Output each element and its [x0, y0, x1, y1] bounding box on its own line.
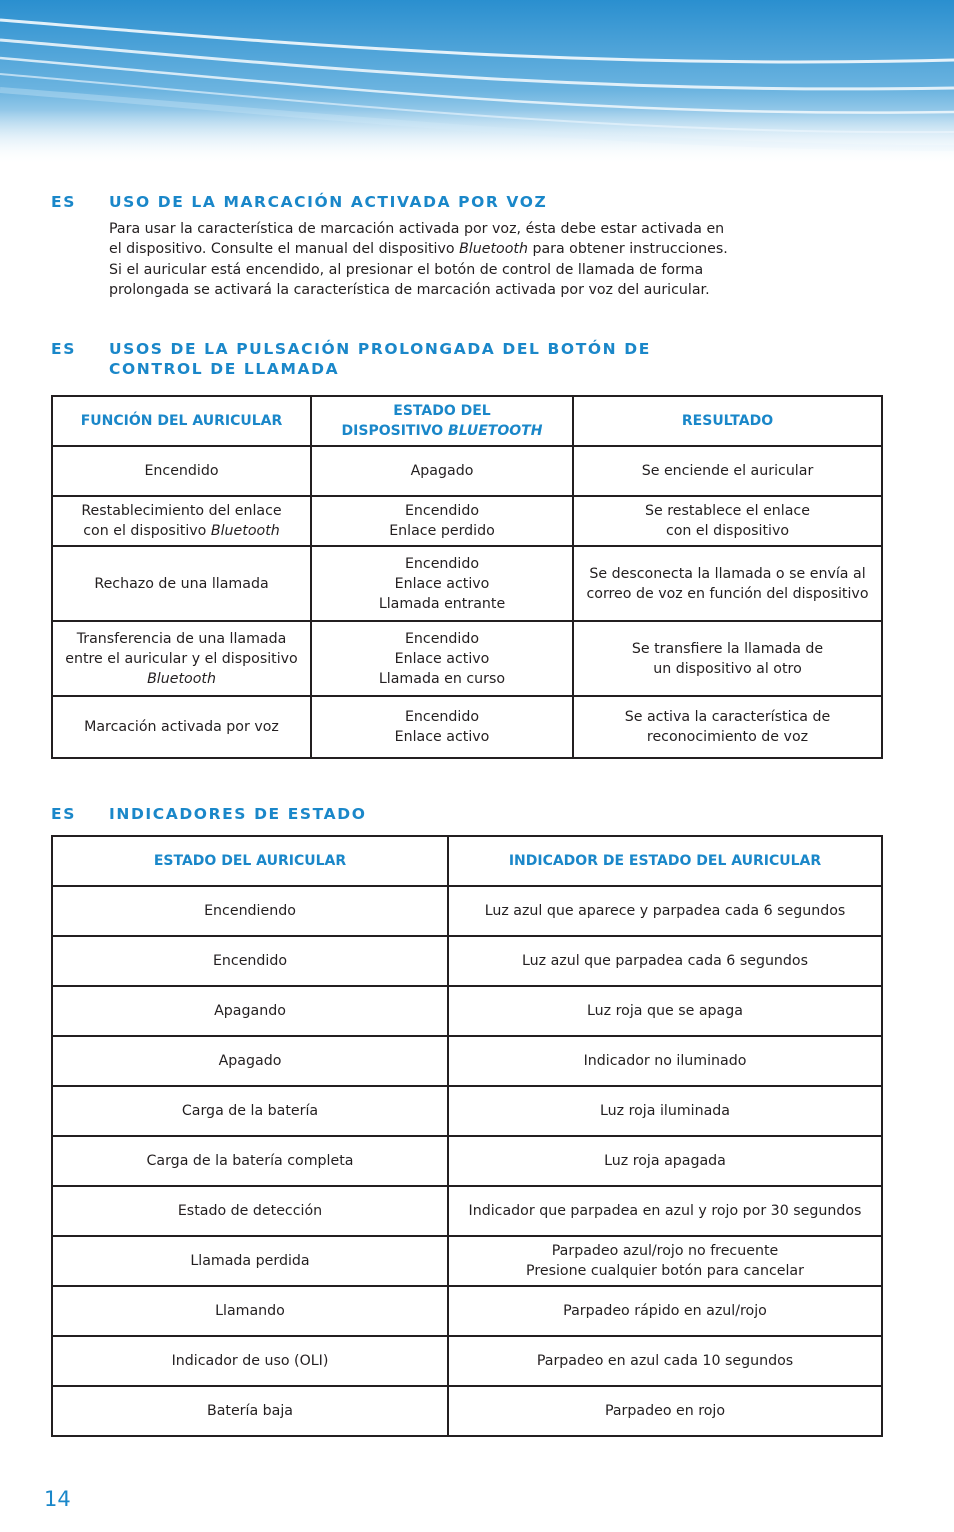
section-long-press-heading — [51, 339, 869, 379]
status-indicator-cell — [448, 1136, 882, 1186]
table-row — [52, 1186, 882, 1236]
column-header: RESULTADO — [573, 396, 882, 446]
text-run: para obtener instrucciones. — [527, 241, 728, 258]
cell-line: Llamada entrante — [378, 595, 506, 612]
status-state-cell: Encendido — [52, 936, 448, 986]
cell-line: Enlace activo — [394, 575, 490, 592]
table-row — [52, 546, 882, 621]
table-cell — [52, 621, 311, 696]
header-banner — [0, 0, 954, 165]
paragraph-line: Para usar la característica de marcación activada por voz, ésta debe estar activada en — [109, 221, 725, 237]
section-title — [109, 339, 869, 379]
section-title-line: USOS DE LA PULSACIÓN PROLONGADA DEL BOTÓN DE — [109, 340, 651, 358]
section-status-indicators-heading — [51, 804, 869, 824]
cell-line: Se restablece el enlace — [645, 503, 810, 519]
cell-line: Indicador no iluminado — [583, 1053, 747, 1069]
status-indicator-cell — [448, 886, 882, 936]
text-run-italic: Bluetooth — [459, 241, 528, 258]
cell-line: Parpadeo rápido en azul/rojo — [563, 1303, 767, 1319]
cell-line: Se transfiere la llamada de — [631, 640, 824, 657]
section-voice-dialing-heading — [51, 192, 869, 212]
table-cell — [573, 621, 882, 696]
table-cell — [573, 696, 882, 758]
cell-line: Enlace activo — [394, 650, 490, 667]
text-run: el dispositivo. Consulte el manual del dispositivo — [109, 241, 460, 258]
cell-line: Llamada en curso — [378, 670, 506, 687]
cell-line: Luz azul que aparece y parpadea cada 6 segundos — [484, 903, 846, 919]
status-state-cell: Indicador de uso (OLI) — [52, 1336, 448, 1386]
table-row — [52, 1386, 882, 1436]
status-state-cell: Carga de la batería — [52, 1086, 448, 1136]
table-row — [52, 621, 882, 696]
cell-line: Transferencia de una llamada — [76, 630, 287, 647]
status-state-cell: Llamada perdida — [52, 1236, 448, 1286]
status-indicator-cell — [448, 1036, 882, 1086]
status-state-cell: Estado de detección — [52, 1186, 448, 1236]
cell-line: Luz roja iluminada — [600, 1103, 730, 1119]
text-run: DISPOSITIVO — [341, 423, 449, 439]
table-cell — [311, 621, 573, 696]
table-header-row — [52, 836, 882, 886]
status-state-cell: Apagado — [52, 1036, 448, 1086]
cell-line: Luz azul que parpadea cada 6 segundos — [521, 953, 809, 969]
language-code: ES — [51, 193, 76, 211]
paragraph-line: Si el auricular está encendido, al presionar el botón de control de llamada de forma — [109, 261, 704, 278]
cell-line: reconocimiento de voz — [646, 729, 809, 745]
page-number: 14 — [44, 1487, 71, 1511]
cell-line: un dispositivo al otro — [653, 660, 802, 677]
cell-line: Parpadeo en azul cada 10 segundos — [536, 1353, 794, 1369]
section-title: USO DE LA MARCACIÓN ACTIVADA POR VOZ — [109, 193, 548, 211]
table-row — [52, 1236, 882, 1286]
cell-line: correo de voz en función del dispositivo — [586, 585, 869, 602]
table-cell: Marcación activada por voz — [52, 696, 311, 758]
table-row — [52, 1036, 882, 1086]
table-row — [52, 1286, 882, 1336]
status-indicator-cell — [448, 1386, 882, 1436]
section-title-line: CONTROL DE LLAMADA — [109, 360, 340, 378]
table-cell — [311, 546, 573, 621]
text-run-italic: Bluetooth — [210, 523, 280, 539]
cell-line: Presione cualquier botón para cancelar — [526, 1263, 804, 1279]
table-cell — [311, 496, 573, 546]
cell-line: Se desconecta la llamada o se envía al — [589, 565, 866, 582]
text-run: con el dispositivo — [83, 523, 211, 539]
status-state-cell: Llamando — [52, 1286, 448, 1336]
cell-line: Luz roja apagada — [604, 1153, 726, 1169]
text-run-italic: BLUETOOTH — [448, 423, 543, 439]
status-indicator-cell — [448, 1236, 882, 1286]
table-cell: Apagado — [311, 446, 573, 496]
table-cell: Se enciende el auricular — [573, 446, 882, 496]
table-row — [52, 1086, 882, 1136]
table-cell: Rechazo de una llamada — [52, 546, 311, 621]
status-state-cell: Encendiendo — [52, 886, 448, 936]
table-row — [52, 696, 882, 758]
table-cell — [311, 696, 573, 758]
status-state-cell: Carga de la batería completa — [52, 1136, 448, 1186]
wave-banner-graphic — [0, 0, 954, 165]
table-row — [52, 1336, 882, 1386]
cell-line: Parpadeo en rojo — [604, 1403, 726, 1419]
table-row — [52, 1136, 882, 1186]
table-row — [52, 496, 882, 546]
cell-line: Enlace perdido — [389, 523, 495, 539]
header-line: ESTADO DEL — [393, 403, 491, 419]
status-state-cell: Batería baja — [52, 1386, 448, 1436]
status-indicator-cell — [448, 936, 882, 986]
cell-line: Restablecimiento del enlace — [81, 503, 282, 519]
table-cell — [573, 546, 882, 621]
voice-dialing-paragraph — [109, 219, 789, 300]
paragraph-line: prolongada se activará la característica de marcación activada por voz del auricular. — [109, 281, 710, 298]
column-header — [311, 396, 573, 446]
language-code: ES — [51, 805, 76, 823]
cell-line: Se activa la característica de — [624, 709, 831, 725]
long-press-table — [51, 395, 883, 759]
cell-line: Indicador que parpadea en azul y rojo por 30 segundos — [468, 1203, 862, 1219]
cell-line: Encendido — [404, 709, 480, 725]
table-cell — [52, 496, 311, 546]
table-row — [52, 986, 882, 1036]
header-line — [316, 421, 568, 441]
table-row — [52, 446, 882, 496]
status-indicator-cell — [448, 986, 882, 1036]
paragraph-line — [109, 239, 789, 259]
language-code: ES — [51, 340, 76, 358]
cell-line — [57, 521, 306, 541]
cell-line: Parpadeo azul/rojo no frecuente — [551, 1243, 779, 1259]
cell-line: entre el auricular y el dispositivo — [65, 650, 298, 667]
status-indicator-cell — [448, 1286, 882, 1336]
status-indicators-table — [51, 835, 883, 1437]
table-cell: Encendido — [52, 446, 311, 496]
cell-line: Encendido — [404, 555, 480, 572]
column-header: FUNCIÓN DEL AURICULAR — [52, 396, 311, 446]
cell-line: Enlace activo — [394, 729, 490, 745]
table-row — [52, 936, 882, 986]
status-indicator-cell — [448, 1086, 882, 1136]
status-state-cell: Apagando — [52, 986, 448, 1036]
cell-line: Luz roja que se apaga — [587, 1003, 743, 1019]
column-header: INDICADOR DE ESTADO DEL AURICULAR — [448, 836, 882, 886]
status-indicator-cell — [448, 1186, 882, 1236]
cell-line: con el dispositivo — [665, 523, 790, 539]
table-cell — [573, 496, 882, 546]
table-header-row — [52, 396, 882, 446]
section-title: INDICADORES DE ESTADO — [109, 805, 367, 823]
cell-line: Encendido — [404, 503, 480, 519]
column-header: ESTADO DEL AURICULAR — [52, 836, 448, 886]
cell-line-italic: Bluetooth — [147, 670, 216, 687]
cell-line: Encendido — [404, 630, 480, 647]
status-indicator-cell — [448, 1336, 882, 1386]
table-row — [52, 886, 882, 936]
